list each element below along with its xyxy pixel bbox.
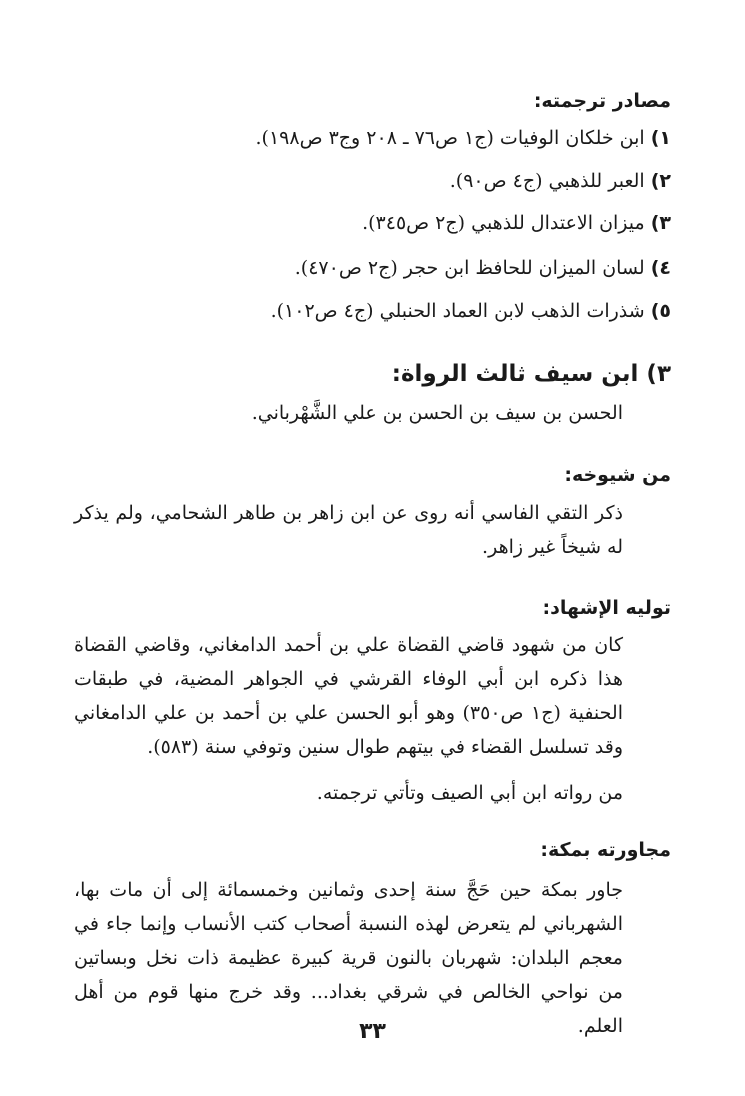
source-item-1 (71, 124, 671, 152)
source-text: ميزان الاعتدال للذهبي (ج٢ ص٣٤٥). (362, 212, 645, 234)
narrators-line: من رواته ابن أبي الصيف وتأتي ترجمته. (316, 782, 623, 804)
mecca-heading: مجاورته بمكة: (540, 839, 671, 861)
source-item-2 (71, 167, 671, 195)
source-number: ٥) (650, 300, 671, 322)
source-number: ٣) (650, 212, 671, 234)
source-item-5 (71, 297, 671, 325)
source-text: شذرات الذهب لابن العماد الحنبلي (ج٤ ص١٠٢). (270, 300, 645, 322)
source-item-3 (71, 209, 671, 237)
page-number: ٣٣ (359, 1019, 386, 1044)
sheikhs-paragraph: ذكر التقي الفاسي أنه روى عن ابن زاهر بن طاهر الشحامي، ولم يذكر له شيخاً غير زاهر. (74, 502, 623, 558)
source-item-4 (71, 254, 671, 282)
source-text: لسان الميزان للحافظ ابن حجر (ج٢ ص٤٧٠). (294, 257, 645, 279)
source-number: ٢) (650, 170, 671, 192)
source-text: ابن خلكان الوفيات (ج١ ص٧٦ ـ ٢٠٨ وج٣ ص١٩٨). (255, 127, 645, 149)
narrator-name: الحسن بن سيف بن الحسن بن علي الشَّهْرباني. (251, 402, 623, 424)
mecca-paragraph: جاور بمكة حين حَجَّ سنة إحدى وثمانين وخمسمائة إلى أن مات بها، الشهرباني لم يتعرض لهذه النسبة أصحاب كتب الأنساب وإنما جاء في معجم البلدان: شهربان بالنون قرية كبيرة عظيمة ذات نخل وبساتين من نواحي الخالص في شرقي بغداد... وقد خرج منها قوم من أهل العلم. (74, 879, 623, 1037)
testimony-paragraph: كان من شهود قاضي القضاة علي بن أحمد الدامغاني، وقاضي القضاة هذا ذكره ابن أبي الوفاء القرشي في الجواهر المضية، في طبقات الحنفية (ج١ ص٣٥٠) وهو أبو الحسن علي بن أحمد بن علي الدامغاني وقد تسلسل القضاء في بيتهم طوال سنين وتوفي سنة (٥٨٣). (74, 634, 623, 758)
source-number: ٤) (650, 257, 671, 279)
testimony-heading: توليه الإشهاد: (542, 597, 671, 619)
sheikhs-heading: من شيوخه: (564, 464, 671, 486)
source-text: العبر للذهبي (ج٤ ص٩٠). (449, 170, 645, 192)
narrator-heading: ٣) ابن سيف ثالث الرواة: (391, 361, 671, 387)
sources-heading: مصادر ترجمته: (533, 90, 671, 112)
source-number: ١) (650, 127, 671, 149)
